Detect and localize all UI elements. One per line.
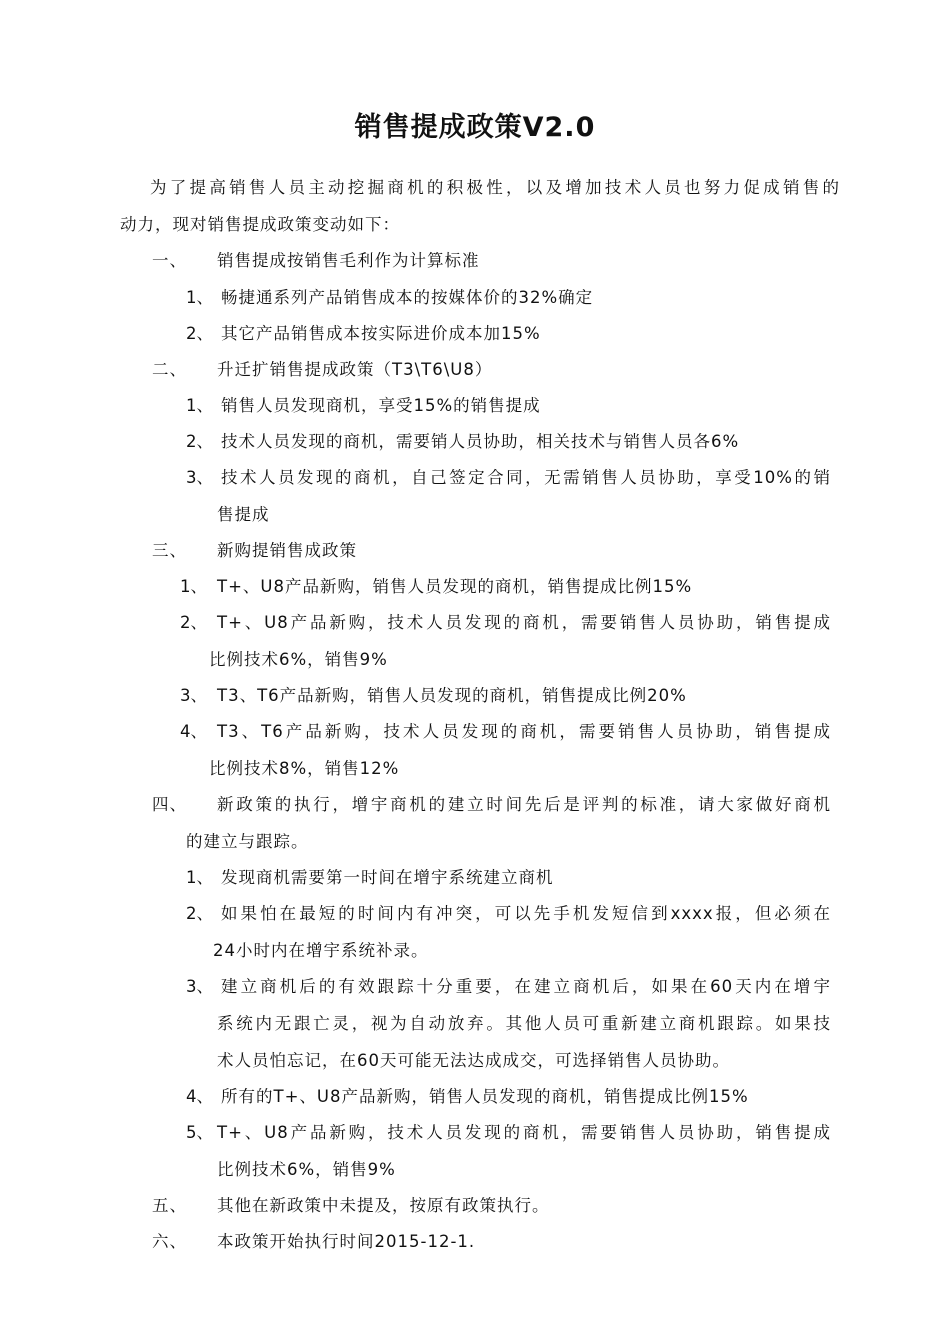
s3-item-4-number: 4、	[180, 722, 207, 741]
intro-line-1: 为了提高销售人员主动挖掘商机的积极性，以及增加技术人员也努力促成销售的	[150, 178, 840, 197]
section-3-number: 三、	[152, 541, 187, 560]
section-1-number: 一、	[152, 251, 187, 270]
section-4-heading-line-2: 的建立与跟踪。	[186, 832, 309, 851]
s4-item-4-number: 4、	[186, 1087, 213, 1106]
intro-line-2: 动力，现对销售提成政策变动如下：	[120, 215, 400, 234]
s3-item-4-text-line-1: T3、T6产品新购，技术人员发现的商机，需要销售人员协助，销售提成	[217, 722, 831, 741]
s4-item-3-number: 3、	[186, 977, 213, 996]
s2-item-1-text: 销售人员发现商机，享受15%的销售提成	[221, 396, 541, 415]
s4-item-2-text-line-1: 如果怕在最短的时间内有冲突，可以先手机发短信到xxxx报，但必须在	[221, 904, 831, 923]
s4-item-5-text-line-1: T+、U8产品新购，技术人员发现的商机，需要销售人员协助，销售提成	[217, 1123, 831, 1142]
s2-item-2-number: 2、	[186, 432, 213, 451]
s2-item-3-text-line-1: 技术人员发现的商机，自己签定合同，无需销售人员协助，享受10%的销	[221, 468, 831, 487]
section-5-number: 五、	[152, 1196, 187, 1215]
s4-item-2-text-line-2: 24小时内在增宇系统补录。	[213, 941, 429, 960]
section-2-heading: 升迁扩销售提成政策（T3\T6\U8）	[217, 360, 493, 379]
s1-item-1-text: 畅捷通系列产品销售成本的按媒体价的32%确定	[221, 288, 594, 307]
section-3-heading: 新购提销售成政策	[217, 541, 357, 560]
s4-item-3-text-line-2: 系统内无跟亡灵，视为自动放弃。其他人员可重新建立商机跟踪。如果技	[217, 1014, 831, 1033]
s4-item-1-text: 发现商机需要第一时间在增宇系统建立商机	[221, 868, 554, 887]
section-2-number: 二、	[152, 360, 187, 379]
s4-item-5-number: 5、	[186, 1123, 213, 1142]
section-4-number: 四、	[152, 795, 187, 814]
s1-item-1-number: 1、	[186, 288, 213, 307]
section-1-heading: 销售提成按销售毛利作为计算标准	[217, 251, 480, 270]
s3-item-3-number: 3、	[180, 686, 207, 705]
s1-item-2-text: 其它产品销售成本按实际进价成本加15%	[221, 324, 541, 343]
s3-item-2-text-line-2: 比例技术6%，销售9%	[209, 650, 388, 669]
s2-item-3-number: 3、	[186, 468, 213, 487]
s4-item-2-number: 2、	[186, 904, 213, 923]
s1-item-2-number: 2、	[186, 324, 213, 343]
s3-item-4-text-line-2: 比例技术8%，销售12%	[209, 759, 400, 778]
section-5-heading: 其他在新政策中未提及，按原有政策执行。	[217, 1196, 550, 1215]
s4-item-5-text-line-2: 比例技术6%，销售9%	[217, 1160, 396, 1179]
s3-item-1-text: T+、U8产品新购，销售人员发现的商机，销售提成比例15%	[217, 577, 693, 596]
section-6-number: 六、	[152, 1232, 187, 1251]
section-4-heading-line-1: 新政策的执行，增宇商机的建立时间先后是评判的标准，请大家做好商机	[217, 795, 831, 814]
s4-item-3-text-line-1: 建立商机后的有效跟踪十分重要，在建立商机后，如果在60天内在增宇	[221, 977, 831, 996]
section-6-heading: 本政策开始执行时间2015-12-1.	[217, 1232, 476, 1251]
s3-item-1-number: 1、	[180, 577, 207, 596]
s3-item-3-text: T3、T6产品新购，销售人员发现的商机，销售提成比例20%	[217, 686, 687, 705]
s3-item-2-number: 2、	[180, 613, 207, 632]
s2-item-2-text: 技术人员发现的商机，需要销人员协助，相关技术与销售人员各6%	[221, 432, 740, 451]
s4-item-1-number: 1、	[186, 868, 213, 887]
document-title: 销售提成政策V2.0	[354, 112, 596, 143]
s2-item-3-text-line-2: 售提成	[217, 505, 270, 524]
s4-item-4-text: 所有的T+、U8产品新购，销售人员发现的商机，销售提成比例15%	[221, 1087, 749, 1106]
s2-item-1-number: 1、	[186, 396, 213, 415]
s4-item-3-text-line-3: 术人员怕忘记，在60天可能无法达成成交，可选择销售人员协助。	[217, 1051, 730, 1070]
s3-item-2-text-line-1: T+、U8产品新购，技术人员发现的商机，需要销售人员协助，销售提成	[217, 613, 831, 632]
